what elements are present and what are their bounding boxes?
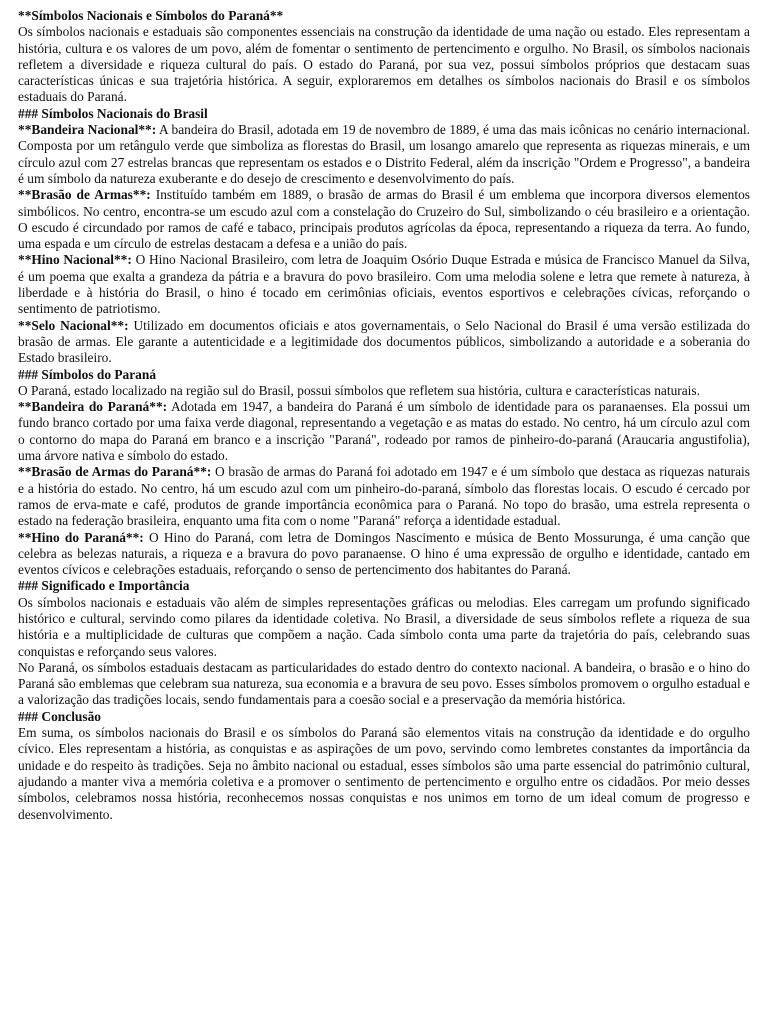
paragraph-selo-nacional — [18, 318, 750, 367]
paragraph-conclusao: Em suma, os símbolos nacionais do Brasil e os símbolos do Paraná são elementos vitais na construção da identidade e do orgulho cívico. Eles representam a história, as conquistas e as aspirações de um povo, servindo como lembretes constantes da importância da unidade e do respeito às tradições. Seja no âmbito nacional ou estadual, esses símbolos são uma parte essencial do patrimônio cultural, ajudando a manter viva a memória coletiva e a promover o sentimento de pertencimento e orgulho entre os cidadãos. Por meio desses símbolos, celebramos nossa história, reconhecemos nossas conquistas e nos unimos em torno de um ideal comum de progresso e desenvolvimento. — [18, 725, 750, 822]
text-brasao-parana: O brasão de armas do Paraná foi adotado em 1947 e é um símbolo que destaca as riquezas naturais e a história do estado. No centro, há um escudo azul com um pinheiro-do-paraná, símbolo das florestas locais. O escudo é cercado por ramos de erva-mate e café, produtos de grande importância econômica para o Paraná. No topo do brasão, uma estrela representa o estado na federação brasileira, enquanto uma fita com o nome "Paraná" reforça a identidade estadual. — [18, 464, 750, 529]
label-hino-nacional: **Hino Nacional**: — [18, 252, 132, 268]
paragraph-parana-intro: O Paraná, estado localizado na região sul do Brasil, possui símbolos que refletem sua história, cultura e características naturais. — [18, 382, 700, 398]
label-brasao-armas: **Brasão de Armas**: — [18, 187, 151, 203]
label-bandeira-nacional: **Bandeira Nacional**: — [18, 122, 157, 138]
paragraph-significado-2: No Paraná, os símbolos estaduais destacam as particularidades do estado dentro do contexto nacional. A bandeira, o brasão e o hino do Paraná são emblemas que celebram sua natureza, sua economia e a bravura de seu povo. Esses símbolos promovem o orgulho estadual e a valorização das tradições locais, sendo fundamentais para a coesão social e a preservação da memória histórica. — [18, 659, 750, 708]
paragraph-brasao-armas — [18, 187, 750, 252]
heading-simbolos-nacionais: ### Símbolos Nacionais do Brasil — [18, 105, 208, 121]
paragraph-brasao-parana — [18, 464, 750, 529]
text-brasao-armas: Instituído também em 1889, o brasão de armas do Brasil é um emblema que incorpora diversos elementos simbólicos. No centro, encontra-se um escudo azul com a constelação do Cruzeiro do Sul, simbolizando o céu brasileiro e a orientação. O escudo é circundado por ramos de café e tabaco, principais produtos agrícolas da época, representando a riqueza da terra. Ao fundo, uma espada e um círculo de estrelas destacam a defesa e a união do país. — [18, 187, 750, 252]
intro-paragraph: Os símbolos nacionais e estaduais são componentes essenciais na construção da identidade de uma nação ou estado. Eles representam a história, cultura e os valores de um povo, além de fomentar o sentimento de pertencimento e orgulho. No Brasil, os símbolos nacionais refletem a diversidade e riqueza cultural do país. O estado do Paraná, por sua vez, possui símbolos próprios que destacam suas características únicas e sua trajetória histórica. A seguir, exploraremos em detalhes os símbolos nacionais do Brasil e os símbolos estaduais do Paraná. — [18, 24, 750, 105]
label-hino-parana: **Hino do Paraná**: — [18, 529, 144, 545]
heading-simbolos-parana: ### Símbolos do Paraná — [18, 366, 157, 382]
text-hino-parana: O Hino do Paraná, com letra de Domingos Nascimento e música de Bento Mossurunga, é uma canção que celebra as belezas naturais, a riqueza e a bravura do povo paranaense. O hino é uma expressão de orgulho e identidade, cantado em eventos cívicos e celebrações estaduais, reforçando o senso de pertencimento dos habitantes do Paraná. — [18, 529, 750, 578]
paragraph-bandeira-parana — [18, 399, 750, 464]
paragraph-significado-1: Os símbolos nacionais e estaduais vão além de simples representações gráficas ou melodias. Eles carregam um profundo significado histórico e cultural, servindo como pilares da identidade coletiva. No Brasil, a diversidade de seus símbolos reflete a riqueza de sua história e a multiplicidade de culturas que compõem a nação. Cada símbolo conta uma parte da trajetória do país, celebrando suas conquistas e reforçando seus valores. — [18, 594, 750, 659]
heading-conclusao: ### Conclusão — [18, 708, 101, 724]
paragraph-bandeira-nacional — [18, 122, 750, 187]
label-brasao-parana: **Brasão de Armas do Paraná**: — [18, 464, 212, 480]
text-selo-nacional: Utilizado em documentos oficiais e atos governamentais, o Selo Nacional do Brasil é uma versão estilizada do brasão de armas. Ele garante a autenticidade e a legitimidade dos documentos públicos, simbolizando a autoridade e a soberania do Estado brasileiro. — [18, 317, 751, 366]
text-hino-nacional: O Hino Nacional Brasileiro, com letra de Joaquim Osório Duque Estrada e música de Francisco Manuel da Silva, é um poema que exalta a grandeza da pátria e a bravura do povo brasileiro. Com uma melodia solene e letra que remete à natureza, à liberdade e à história do Brasil, o hino é tocado em cerimônias oficiais, eventos esportivos e celebrações cívicas, reforçando o sentimento de patriotismo. — [18, 252, 750, 317]
text-bandeira-parana: Adotada em 1947, a bandeira do Paraná é um símbolo de identidade para os paranaenses. Ela possui um fundo branco cortado por uma faixa verde diagonal, representando a vegetação e as matas do estado. No centro, há um círculo azul com o contorno do mapa do Paraná em branco e a inscrição "Paraná", rodeado por ramos de pinheiro-do-paraná (Araucaria angustifolia), uma árvore nativa e símbolo do estado. — [18, 399, 751, 464]
label-bandeira-parana: **Bandeira do Paraná**: — [18, 399, 168, 415]
heading-significado: ### Significado e Importância — [18, 578, 190, 594]
label-selo-nacional: **Selo Nacional**: — [18, 317, 129, 333]
text-bandeira-nacional: A bandeira do Brasil, adotada em 19 de novembro de 1889, é uma das mais icônicas no cenário internacional. Composta por um retângulo verde que simboliza as florestas do Brasil, um losango amarelo que representa as riquezas minerais, e um círculo azul com 27 estrelas brancas que representam os estados e o Distrito Federal, além da inscrição "Ordem e Progresso", a bandeira é um símbolo da natureza exuberante e do desejo de crescimento e desenvolvimento do país. — [18, 122, 751, 186]
paragraph-hino-parana — [18, 530, 750, 579]
paragraph-hino-nacional — [18, 252, 750, 317]
document-title: **Símbolos Nacionais e Símbolos do Paraná** — [18, 8, 284, 23]
